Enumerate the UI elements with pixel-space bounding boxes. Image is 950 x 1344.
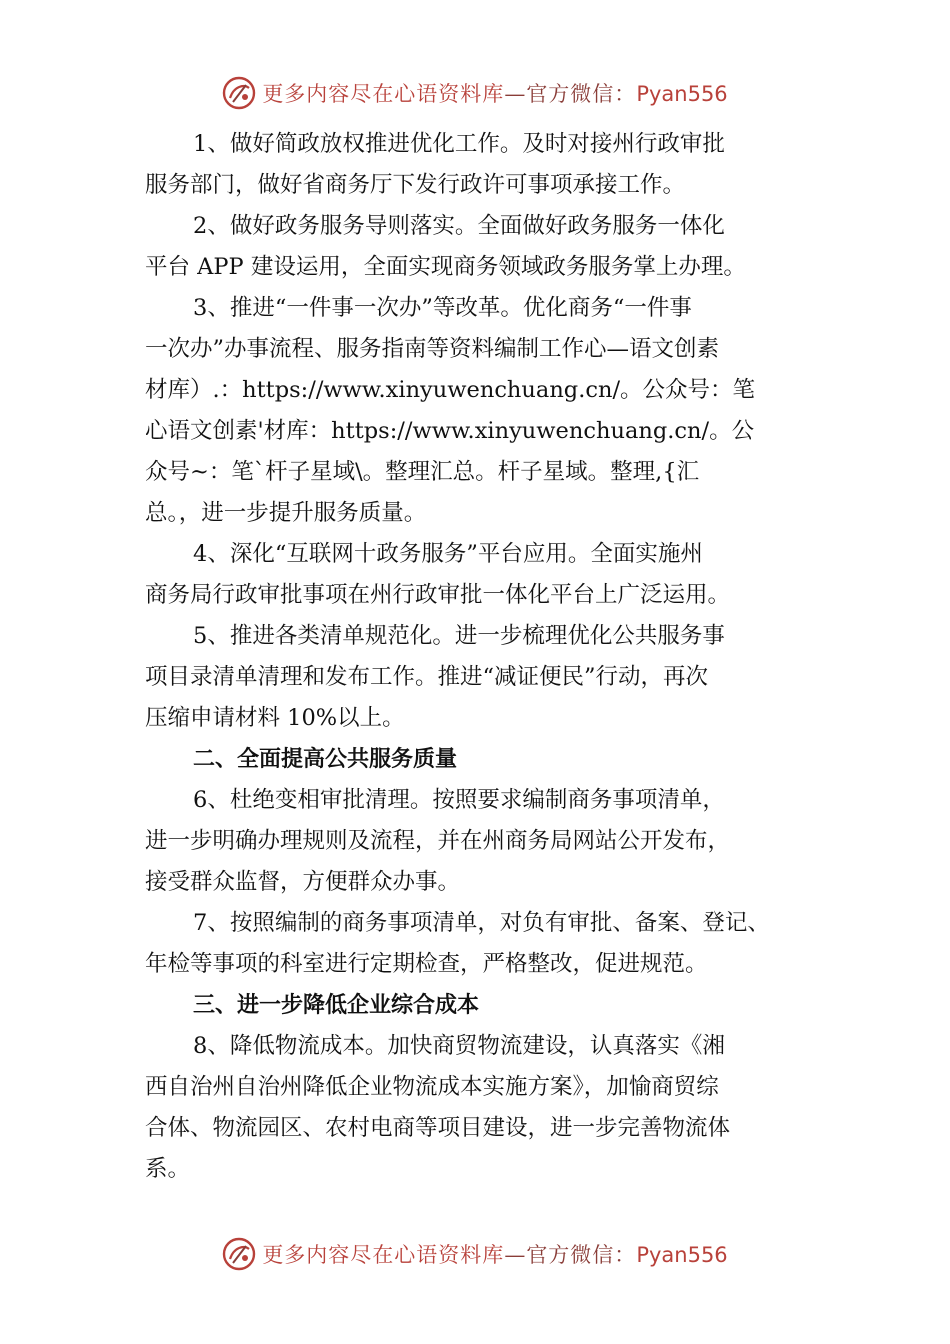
- brand-logo-icon: [222, 1237, 256, 1271]
- body-text-line: 西自治州自治州降低企业物流成本实施方案》，加愉商贸综: [145, 1074, 719, 1100]
- body-text-line: 项目录清单清理和发布工作。推进“减证便民”行动，再次: [145, 664, 709, 690]
- banner-part1: 更多内容尽在心语资料库: [262, 82, 505, 106]
- document-body: [145, 124, 845, 1190]
- header-banner: [0, 71, 950, 115]
- header-banner-text: [262, 78, 727, 108]
- body-text-line: 4、深化“互联网十政务服务”平台应用。全面实施州: [193, 541, 703, 567]
- body-text-line: 服务部门，做好省商务厅下发行政许可事项承接工作。: [145, 172, 686, 198]
- banner-part1: 更多内容尽在心语资料库: [262, 1243, 505, 1267]
- body-text-line: 进一步明确办理规则及流程，并在州商务局网站公开发布，: [145, 828, 731, 854]
- body-text-line: 心语文创素'材库：https://www.xinyuwenchuang.cn/。公: [145, 418, 755, 444]
- body-text-line: 接受群众监督，方便群众办事。: [145, 869, 461, 895]
- body-text-line: 平台 APP 建设运用，全面实现商务领域政务服务掌上办理。: [145, 254, 746, 280]
- body-text-line: 3、推进“一件事一次办”等改革。优化商务“一件事: [193, 295, 692, 321]
- body-text-line: 年检等事项的科室进行定期检查，严格整改，促进规范。: [145, 951, 708, 977]
- body-text-line: 1、做好简政放权推进优化工作。及时对接州行政审批: [193, 131, 725, 157]
- banner-part2: —官方微信：: [504, 82, 637, 106]
- footer-banner: [0, 1232, 950, 1276]
- body-text-line: 商务局行政审批事项在州行政审批一体化平台上广泛运用。: [145, 582, 731, 608]
- body-text-line: 总。，进一步提升服务质量。: [145, 500, 427, 526]
- body-text-line: 合体、物流园区、农村电商等项目建设，进一步完善物流体: [145, 1115, 731, 1141]
- footer-banner-text: [262, 1239, 727, 1269]
- body-text-line: 8、降低物流成本。加快商贸物流建设，认真落实《湘: [193, 1033, 725, 1059]
- body-text-line: 5、推进各类清单规范化。进一步梳理优化公共服务事: [193, 623, 725, 649]
- body-text-line: 材库）.：https://www.xinyuwenchuang.cn/。公众号：笔: [145, 377, 756, 403]
- brand-logo-icon: [222, 76, 256, 110]
- body-text-line: 2、做好政务服务导则落实。全面做好政务服务一体化: [193, 213, 725, 239]
- body-text-line: 7、按照编制的商务事项清单，对负有审批、备案、登记、: [193, 910, 770, 936]
- body-text-line: 众号~：笔`杆子星域\。整理汇总。杆子星域。整理,{汇: [145, 459, 700, 485]
- banner-wechat-id: Pyan556: [636, 82, 728, 106]
- section-heading: 三、进一步降低企业综合成本: [193, 993, 480, 1018]
- body-text-line: 6、杜绝变相审批清理。按照要求编制商务事项清单，: [193, 787, 725, 813]
- body-text-line: 压缩申请材料 10%以上。: [145, 705, 405, 731]
- banner-part2: —官方微信：: [504, 1243, 637, 1267]
- banner-wechat-id: Pyan556: [636, 1243, 728, 1267]
- section-heading: 二、全面提高公共服务质量: [193, 747, 458, 772]
- body-text-line: 一次办”办事流程、服务指南等资料编制工作心—语文创素: [145, 336, 720, 362]
- body-text-line: 系。: [145, 1156, 191, 1182]
